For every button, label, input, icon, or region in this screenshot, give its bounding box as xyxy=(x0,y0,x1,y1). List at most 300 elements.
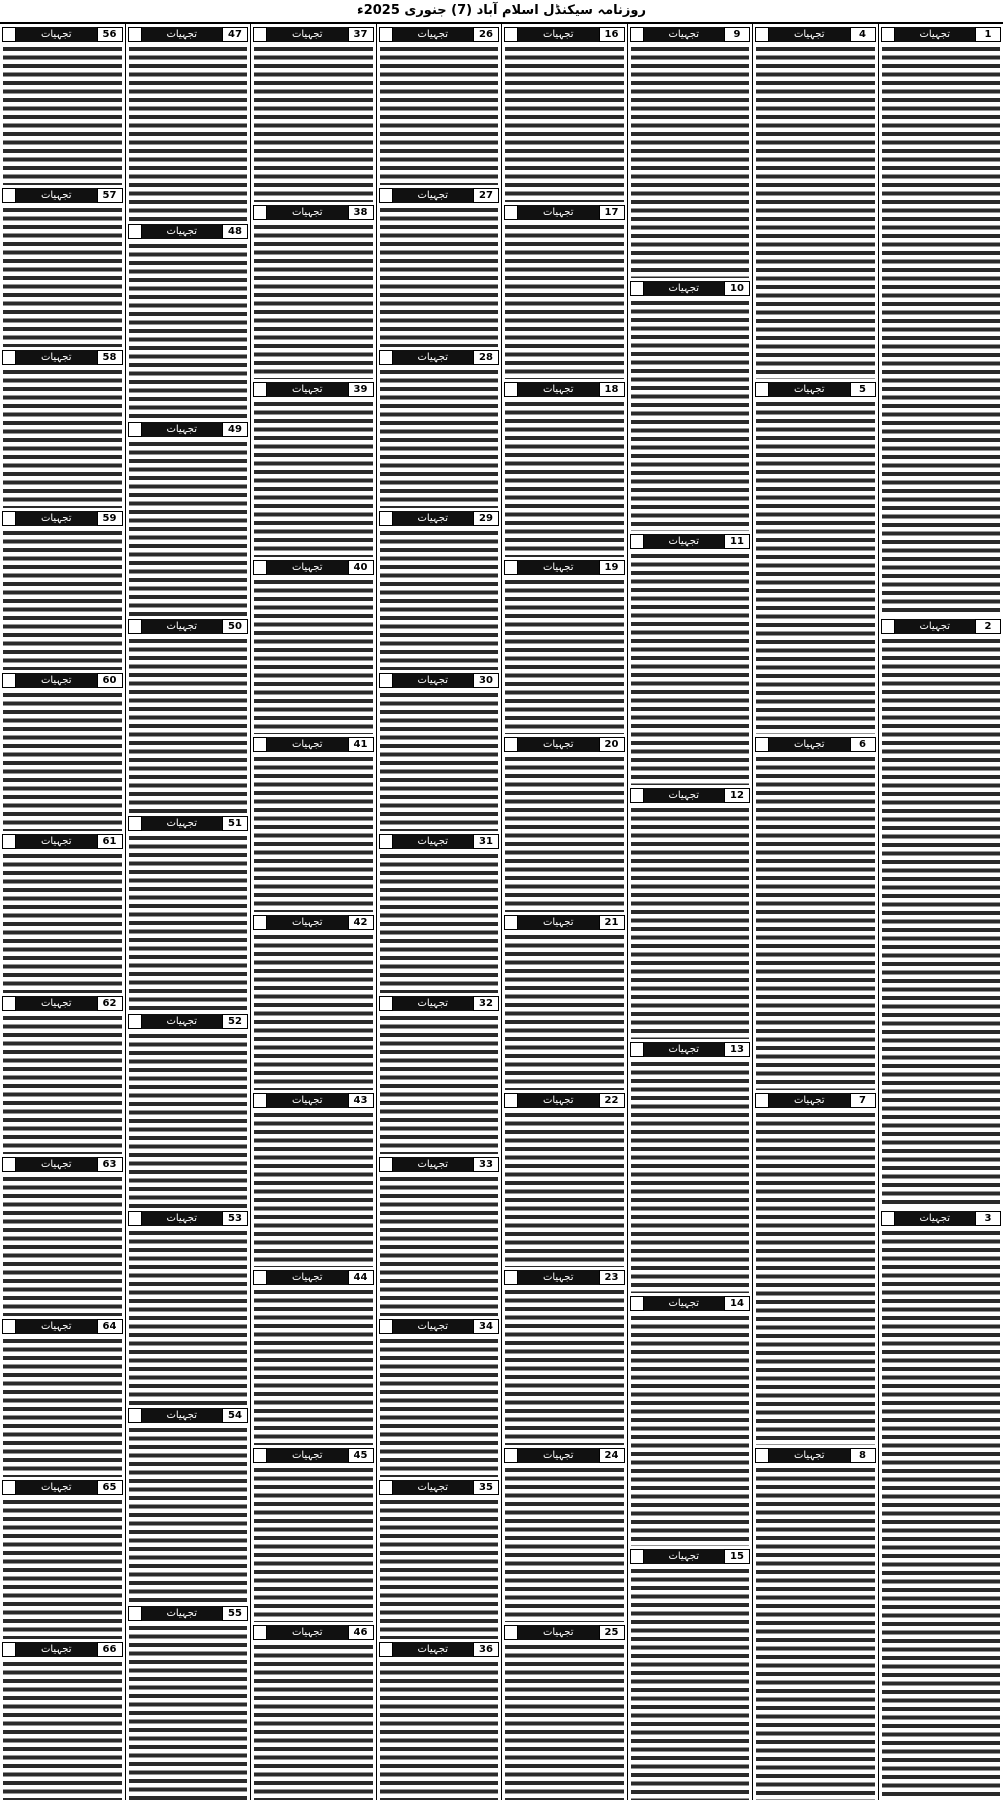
item-text-block xyxy=(254,577,373,735)
item-number: 43 xyxy=(348,1093,374,1108)
news-item xyxy=(504,379,625,557)
item-text-block xyxy=(882,44,1001,616)
item-text-block xyxy=(631,1566,750,1800)
news-item xyxy=(2,831,123,992)
news-item xyxy=(128,616,249,813)
item-text-block xyxy=(631,1059,750,1293)
column-grid xyxy=(0,24,1003,1800)
header-marker xyxy=(379,1642,393,1657)
header-marker xyxy=(2,673,16,688)
item-number: 50 xyxy=(222,619,248,634)
header-marker xyxy=(755,1093,769,1108)
section-label: تجہیات xyxy=(393,673,474,688)
section-label: تجہیات xyxy=(16,996,97,1011)
section-label: تجہیات xyxy=(518,1625,599,1640)
item-text-block xyxy=(380,367,499,508)
item-number: 12 xyxy=(724,788,750,803)
item-text-block xyxy=(380,205,499,346)
news-item xyxy=(881,616,1002,1208)
section-label: تجہیات xyxy=(769,737,850,752)
item-header xyxy=(253,382,374,397)
item-text-block xyxy=(254,222,373,380)
item-number: 54 xyxy=(222,1408,248,1423)
item-header xyxy=(504,1270,625,1285)
section-label: تجہیات xyxy=(142,224,223,239)
header-marker xyxy=(379,1480,393,1495)
section-label: تجہیات xyxy=(267,1093,348,1108)
item-text-block xyxy=(129,833,248,1010)
item-number: 29 xyxy=(473,511,499,526)
section-label: تجہیات xyxy=(142,619,223,634)
item-header xyxy=(2,188,123,203)
news-item xyxy=(2,24,123,185)
item-text-block xyxy=(129,1425,248,1602)
news-column xyxy=(125,24,251,1800)
item-number: 44 xyxy=(348,1270,374,1285)
item-header xyxy=(128,27,249,42)
header-marker xyxy=(253,915,267,930)
news-item xyxy=(253,734,374,912)
news-item xyxy=(2,185,123,346)
item-text-block xyxy=(380,44,499,185)
item-header xyxy=(253,1270,374,1285)
news-item xyxy=(128,1603,249,1800)
item-number: 19 xyxy=(599,560,625,575)
item-number: 33 xyxy=(473,1157,499,1172)
section-label: تجہیات xyxy=(16,1642,97,1657)
item-text-block xyxy=(505,44,624,202)
item-text-block xyxy=(380,851,499,992)
section-label: تجہیات xyxy=(393,1642,474,1657)
section-label: تجہیات xyxy=(769,1448,850,1463)
item-number: 36 xyxy=(473,1642,499,1657)
news-item xyxy=(2,1639,123,1800)
header-marker xyxy=(379,673,393,688)
news-item xyxy=(504,1267,625,1445)
item-number: 1 xyxy=(975,27,1001,42)
header-marker xyxy=(2,1319,16,1334)
item-number: 52 xyxy=(222,1014,248,1029)
section-label: تجہیات xyxy=(895,619,976,634)
news-item xyxy=(755,1090,876,1445)
section-label: تجہیات xyxy=(142,1408,223,1423)
item-number: 8 xyxy=(850,1448,876,1463)
section-label: تجہیات xyxy=(518,737,599,752)
item-header xyxy=(881,1211,1002,1226)
header-marker xyxy=(755,27,769,42)
item-number: 17 xyxy=(599,205,625,220)
header-marker xyxy=(504,205,518,220)
section-label: تجہیات xyxy=(16,834,97,849)
item-header xyxy=(253,1093,374,1108)
item-number: 32 xyxy=(473,996,499,1011)
header-marker xyxy=(504,27,518,42)
section-label: تجہیات xyxy=(644,1549,725,1564)
header-marker xyxy=(379,188,393,203)
item-text-block xyxy=(254,1642,373,1800)
item-header xyxy=(128,1408,249,1423)
news-item xyxy=(630,278,751,532)
section-label: تجہیات xyxy=(769,27,850,42)
header-marker xyxy=(379,27,393,42)
item-header xyxy=(504,915,625,930)
item-header xyxy=(630,27,751,42)
item-number: 42 xyxy=(348,915,374,930)
item-header xyxy=(379,1480,500,1495)
item-text-block xyxy=(129,44,248,221)
header-marker xyxy=(379,1157,393,1172)
news-item xyxy=(881,24,1002,616)
section-label: تجہیات xyxy=(16,1319,97,1334)
item-header xyxy=(2,1642,123,1657)
news-item xyxy=(379,347,500,508)
header-marker xyxy=(2,27,16,42)
item-header xyxy=(128,1211,249,1226)
item-text-block xyxy=(254,932,373,1090)
header-marker xyxy=(630,534,644,549)
header-marker xyxy=(128,1014,142,1029)
item-header xyxy=(2,1157,123,1172)
section-label: تجہیات xyxy=(267,205,348,220)
item-header xyxy=(755,737,876,752)
item-header xyxy=(2,1480,123,1495)
item-header xyxy=(379,350,500,365)
header-marker xyxy=(253,1448,267,1463)
section-label: تجہیات xyxy=(142,27,223,42)
item-text-block xyxy=(380,1336,499,1477)
item-header xyxy=(504,1625,625,1640)
item-number: 5 xyxy=(850,382,876,397)
news-item xyxy=(504,1090,625,1268)
item-number: 35 xyxy=(473,1480,499,1495)
section-label: تجہیات xyxy=(393,27,474,42)
item-header xyxy=(630,534,751,549)
section-label: تجہیات xyxy=(518,382,599,397)
item-header xyxy=(755,1448,876,1463)
header-marker xyxy=(379,996,393,1011)
item-number: 13 xyxy=(724,1042,750,1057)
news-item xyxy=(379,831,500,992)
item-text-block xyxy=(254,1287,373,1445)
masthead-title: روزنامہ سیکنڈل اسلام آباد (7) جنوری 2025ء xyxy=(0,0,1003,24)
header-marker xyxy=(504,1270,518,1285)
item-number: 46 xyxy=(348,1625,374,1640)
item-text-block xyxy=(631,805,750,1039)
section-label: تجہیات xyxy=(895,1211,976,1226)
item-number: 22 xyxy=(599,1093,625,1108)
item-text-block xyxy=(882,1228,1001,1800)
section-label: تجہیات xyxy=(393,1157,474,1172)
item-number: 65 xyxy=(97,1480,123,1495)
news-item xyxy=(504,1622,625,1800)
item-number: 47 xyxy=(222,27,248,42)
header-marker xyxy=(379,511,393,526)
item-number: 18 xyxy=(599,382,625,397)
item-text-block xyxy=(380,1659,499,1800)
item-text-block xyxy=(254,399,373,557)
item-number: 45 xyxy=(348,1448,374,1463)
header-marker xyxy=(755,1448,769,1463)
section-label: تجہیات xyxy=(142,1606,223,1621)
header-marker xyxy=(2,1480,16,1495)
news-item xyxy=(504,912,625,1090)
item-text-block xyxy=(631,44,750,278)
item-header xyxy=(253,560,374,575)
item-header xyxy=(504,382,625,397)
section-label: تجہیات xyxy=(267,27,348,42)
news-item xyxy=(755,1445,876,1800)
item-number: 57 xyxy=(97,188,123,203)
item-number: 38 xyxy=(348,205,374,220)
section-label: تجہیات xyxy=(769,1093,850,1108)
item-number: 31 xyxy=(473,834,499,849)
section-label: تجہیات xyxy=(393,834,474,849)
header-marker xyxy=(2,511,16,526)
news-item xyxy=(630,1293,751,1547)
header-marker xyxy=(253,1093,267,1108)
item-header xyxy=(379,1642,500,1657)
news-item xyxy=(128,419,249,616)
news-item xyxy=(379,508,500,669)
item-text-block xyxy=(505,1287,624,1445)
item-header xyxy=(630,788,751,803)
news-item xyxy=(253,1267,374,1445)
section-label: تجہیات xyxy=(142,422,223,437)
item-header xyxy=(504,737,625,752)
section-label: تجہیات xyxy=(393,1319,474,1334)
header-marker xyxy=(128,224,142,239)
news-item xyxy=(128,813,249,1010)
news-column xyxy=(250,24,376,1800)
item-header xyxy=(2,834,123,849)
header-marker xyxy=(128,1408,142,1423)
item-header xyxy=(379,834,500,849)
item-header xyxy=(630,1296,751,1311)
news-item xyxy=(504,202,625,380)
news-column xyxy=(752,24,878,1800)
news-item xyxy=(128,221,249,418)
item-header xyxy=(253,1448,374,1463)
section-label: تجہیات xyxy=(393,350,474,365)
section-label: تجہیات xyxy=(644,534,725,549)
news-item xyxy=(630,785,751,1039)
header-marker xyxy=(253,737,267,752)
item-text-block xyxy=(631,1313,750,1547)
item-number: 26 xyxy=(473,27,499,42)
news-item xyxy=(253,1090,374,1268)
section-label: تجہیات xyxy=(644,281,725,296)
news-item xyxy=(504,1445,625,1623)
news-column xyxy=(627,24,753,1800)
item-header xyxy=(630,281,751,296)
item-number: 14 xyxy=(724,1296,750,1311)
item-number: 20 xyxy=(599,737,625,752)
section-label: تجہیات xyxy=(393,511,474,526)
header-marker xyxy=(128,27,142,42)
header-marker xyxy=(2,350,16,365)
item-number: 64 xyxy=(97,1319,123,1334)
item-number: 40 xyxy=(348,560,374,575)
section-label: تجہیات xyxy=(16,1480,97,1495)
news-item xyxy=(2,670,123,831)
news-item xyxy=(128,1405,249,1602)
item-header xyxy=(630,1042,751,1057)
item-text-block xyxy=(380,1497,499,1638)
section-label: تجہیات xyxy=(16,350,97,365)
item-number: 39 xyxy=(348,382,374,397)
item-text-block xyxy=(756,1110,875,1445)
item-text-block xyxy=(505,222,624,380)
item-header xyxy=(755,382,876,397)
item-header xyxy=(253,205,374,220)
item-header xyxy=(128,1606,249,1621)
item-header xyxy=(2,1319,123,1334)
section-label: تجہیات xyxy=(142,816,223,831)
item-text-block xyxy=(756,1465,875,1800)
section-label: تجہیات xyxy=(142,1211,223,1226)
item-number: 37 xyxy=(348,27,374,42)
news-item xyxy=(630,1546,751,1800)
news-item xyxy=(630,1039,751,1293)
item-text-block xyxy=(756,44,875,379)
section-label: تجہیات xyxy=(16,511,97,526)
item-number: 10 xyxy=(724,281,750,296)
item-text-block xyxy=(129,439,248,616)
header-marker xyxy=(2,996,16,1011)
item-header xyxy=(128,224,249,239)
header-marker xyxy=(630,1296,644,1311)
news-item xyxy=(2,508,123,669)
item-text-block xyxy=(505,1110,624,1268)
header-marker xyxy=(128,1606,142,1621)
section-label: تجہیات xyxy=(769,382,850,397)
news-item xyxy=(504,557,625,735)
section-label: تجہیات xyxy=(644,788,725,803)
section-label: تجہیات xyxy=(518,1448,599,1463)
news-item xyxy=(2,1477,123,1638)
item-text-block xyxy=(756,754,875,1089)
header-marker xyxy=(379,834,393,849)
item-number: 56 xyxy=(97,27,123,42)
header-marker xyxy=(2,188,16,203)
section-label: تجہیات xyxy=(518,27,599,42)
item-header xyxy=(2,673,123,688)
item-text-block xyxy=(3,205,122,346)
header-marker xyxy=(881,1211,895,1226)
news-item xyxy=(379,1639,500,1800)
item-header xyxy=(379,1319,500,1334)
section-label: تجہیات xyxy=(267,1625,348,1640)
item-number: 59 xyxy=(97,511,123,526)
news-item xyxy=(253,1622,374,1800)
section-label: تجہیات xyxy=(518,1093,599,1108)
news-item xyxy=(755,379,876,734)
header-marker xyxy=(630,27,644,42)
news-item xyxy=(379,24,500,185)
section-label: تجہیات xyxy=(393,996,474,1011)
item-header xyxy=(504,1448,625,1463)
item-text-block xyxy=(505,577,624,735)
section-label: تجہیات xyxy=(16,27,97,42)
item-header xyxy=(128,1014,249,1029)
header-marker xyxy=(253,382,267,397)
item-text-block xyxy=(505,754,624,912)
item-number: 34 xyxy=(473,1319,499,1334)
item-number: 55 xyxy=(222,1606,248,1621)
news-item xyxy=(379,1316,500,1477)
item-text-block xyxy=(129,241,248,418)
section-label: تجہیات xyxy=(16,188,97,203)
news-item xyxy=(504,734,625,912)
item-header xyxy=(2,511,123,526)
header-marker xyxy=(253,560,267,575)
item-number: 28 xyxy=(473,350,499,365)
header-marker xyxy=(630,1042,644,1057)
item-text-block xyxy=(3,690,122,831)
header-marker xyxy=(630,281,644,296)
item-text-block xyxy=(505,1642,624,1800)
header-marker xyxy=(504,737,518,752)
item-number: 53 xyxy=(222,1211,248,1226)
news-item xyxy=(128,1208,249,1405)
item-header xyxy=(504,560,625,575)
item-header xyxy=(128,422,249,437)
item-text-block xyxy=(3,367,122,508)
header-marker xyxy=(2,1642,16,1657)
header-marker xyxy=(504,1448,518,1463)
item-text-block xyxy=(3,1497,122,1638)
news-item xyxy=(379,185,500,346)
item-text-block xyxy=(129,1031,248,1208)
item-text-block xyxy=(3,1659,122,1800)
item-header xyxy=(253,737,374,752)
item-header xyxy=(2,350,123,365)
item-header xyxy=(379,1157,500,1172)
header-marker xyxy=(128,816,142,831)
news-item xyxy=(630,24,751,278)
item-number: 62 xyxy=(97,996,123,1011)
section-label: تجہیات xyxy=(142,1014,223,1029)
section-label: تجہیات xyxy=(518,1270,599,1285)
news-item xyxy=(253,557,374,735)
item-header xyxy=(2,27,123,42)
section-label: تجہیات xyxy=(393,188,474,203)
section-label: تجہیات xyxy=(267,1448,348,1463)
item-header xyxy=(379,188,500,203)
news-column xyxy=(878,24,1003,1800)
item-number: 3 xyxy=(975,1211,1001,1226)
header-marker xyxy=(755,737,769,752)
item-header xyxy=(504,27,625,42)
item-text-block xyxy=(3,1174,122,1315)
news-item xyxy=(630,531,751,785)
item-number: 30 xyxy=(473,673,499,688)
header-marker xyxy=(253,1625,267,1640)
item-header xyxy=(504,1093,625,1108)
item-text-block xyxy=(380,690,499,831)
header-marker xyxy=(630,1549,644,1564)
section-label: تجہیات xyxy=(518,560,599,575)
item-number: 4 xyxy=(850,27,876,42)
news-item xyxy=(253,1445,374,1623)
item-header xyxy=(755,1093,876,1108)
item-number: 23 xyxy=(599,1270,625,1285)
header-marker xyxy=(504,382,518,397)
section-label: تجہیات xyxy=(644,27,725,42)
item-text-block xyxy=(3,1013,122,1154)
item-number: 58 xyxy=(97,350,123,365)
section-label: تجہیات xyxy=(267,560,348,575)
